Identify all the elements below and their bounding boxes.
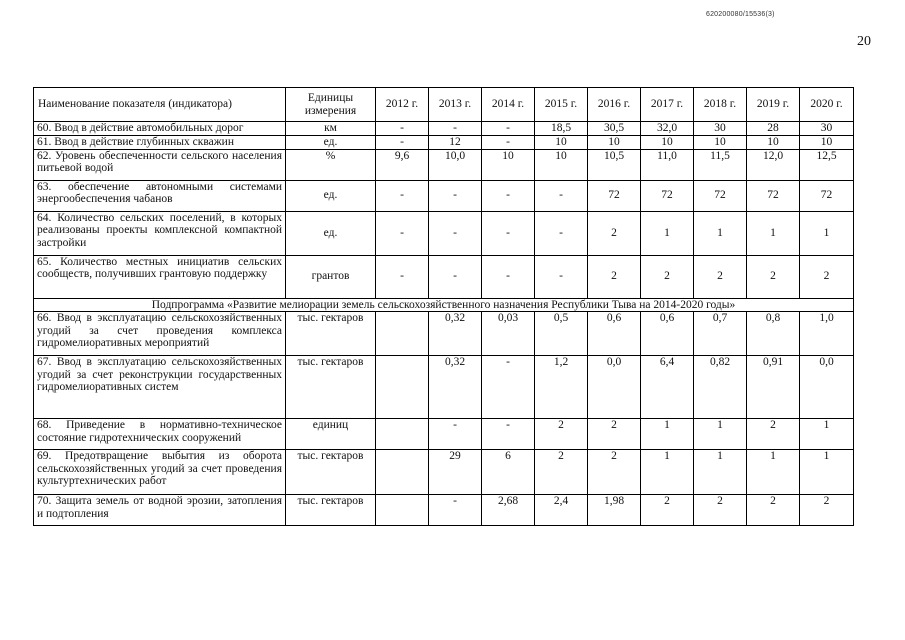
value-cell: 30,5 xyxy=(588,122,641,136)
value-cell: 2 xyxy=(800,495,854,526)
value-cell: - xyxy=(535,255,588,298)
value-cell: 6 xyxy=(482,450,535,495)
value-cell: 0,8 xyxy=(747,312,800,356)
value-cell: 32,0 xyxy=(641,122,694,136)
value-cell: - xyxy=(429,419,482,450)
value-cell: 2 xyxy=(747,419,800,450)
column-header: 2013 г. xyxy=(429,88,482,122)
value-cell: 30 xyxy=(800,122,854,136)
value-cell: - xyxy=(482,122,535,136)
value-cell: 10 xyxy=(800,136,854,150)
unit-cell: тыс. гектаров xyxy=(286,450,376,495)
indicator-name: 60. Ввод в действие автомобильных дорог xyxy=(34,122,286,136)
value-cell: - xyxy=(482,136,535,150)
value-cell: 0,6 xyxy=(641,312,694,356)
column-header: 2020 г. xyxy=(800,88,854,122)
unit-cell: ед. xyxy=(286,180,376,211)
value-cell: 2 xyxy=(694,255,747,298)
column-header: 2016 г. xyxy=(588,88,641,122)
value-cell xyxy=(376,450,429,495)
value-cell: 72 xyxy=(694,180,747,211)
unit-cell: км xyxy=(286,122,376,136)
subprogram-row xyxy=(34,298,854,312)
table-row xyxy=(34,255,854,298)
table-row xyxy=(34,149,854,180)
value-cell: 10 xyxy=(535,136,588,150)
value-cell: 72 xyxy=(747,180,800,211)
value-cell: 0,03 xyxy=(482,312,535,356)
value-cell: 2 xyxy=(694,495,747,526)
value-cell: 12 xyxy=(429,136,482,150)
table-row xyxy=(34,211,854,255)
value-cell: 1,98 xyxy=(588,495,641,526)
unit-cell: ед. xyxy=(286,136,376,150)
value-cell: - xyxy=(429,495,482,526)
indicator-name: 66. Ввод в эксплуатацию сельскохозяйственных угодий за счет проведения комплекса гидромелиоративных мероприятий xyxy=(34,312,286,356)
value-cell: 9,6 xyxy=(376,149,429,180)
table-header-row xyxy=(34,88,854,122)
indicator-name: 61. Ввод в действие глубинных скважин xyxy=(34,136,286,150)
value-cell: 2 xyxy=(747,495,800,526)
value-cell: 2 xyxy=(588,255,641,298)
table-row xyxy=(34,180,854,211)
value-cell: 12,0 xyxy=(747,149,800,180)
document-code: 620200080/15536(3) xyxy=(706,11,775,18)
value-cell: 1 xyxy=(800,450,854,495)
value-cell: - xyxy=(376,255,429,298)
column-header: 2015 г. xyxy=(535,88,588,122)
unit-cell: тыс. гектаров xyxy=(286,312,376,356)
value-cell xyxy=(376,312,429,356)
value-cell: 0,91 xyxy=(747,356,800,419)
page-number: 20 xyxy=(857,34,871,49)
value-cell: 0,6 xyxy=(588,312,641,356)
value-cell: 30 xyxy=(694,122,747,136)
value-cell: 10 xyxy=(482,149,535,180)
value-cell: - xyxy=(429,122,482,136)
indicator-name: 67. Ввод в эксплуатацию сельскохозяйственных угодий за счет реконструкции государственных гидромелиоративных систем xyxy=(34,356,286,419)
value-cell: - xyxy=(482,211,535,255)
value-cell: - xyxy=(535,211,588,255)
value-cell: 0,32 xyxy=(429,312,482,356)
indicator-name: 65. Количество местных инициатив сельских сообществ, получивших грантовую поддержку xyxy=(34,255,286,298)
value-cell: 1,2 xyxy=(535,356,588,419)
value-cell: 72 xyxy=(588,180,641,211)
value-cell: 2 xyxy=(588,450,641,495)
column-header: Наименование показателя (индикатора) xyxy=(34,88,286,122)
value-cell: 0,0 xyxy=(800,356,854,419)
column-header: Единицы измерения xyxy=(286,88,376,122)
value-cell: 10 xyxy=(747,136,800,150)
value-cell: 10 xyxy=(588,136,641,150)
unit-cell: единиц xyxy=(286,419,376,450)
value-cell: 1 xyxy=(694,211,747,255)
indicators-table xyxy=(33,87,854,526)
value-cell: 10 xyxy=(641,136,694,150)
indicator-name: 62. Уровень обеспеченности сельского населения питьевой водой xyxy=(34,149,286,180)
indicator-name: 64. Количество сельских поселений, в которых реализованы проекты комплексной компактной застройки xyxy=(34,211,286,255)
value-cell: - xyxy=(376,136,429,150)
value-cell: 1 xyxy=(641,211,694,255)
value-cell: 2 xyxy=(588,211,641,255)
value-cell: 2 xyxy=(641,255,694,298)
value-cell: 2 xyxy=(588,419,641,450)
table-row xyxy=(34,136,854,150)
column-header: 2012 г. xyxy=(376,88,429,122)
value-cell: 6,4 xyxy=(641,356,694,419)
value-cell: 2,4 xyxy=(535,495,588,526)
value-cell: 1,0 xyxy=(800,312,854,356)
value-cell xyxy=(376,356,429,419)
value-cell: 2 xyxy=(800,255,854,298)
table-row xyxy=(34,122,854,136)
value-cell xyxy=(376,419,429,450)
value-cell: 28 xyxy=(747,122,800,136)
value-cell: 72 xyxy=(641,180,694,211)
subprogram-title: Подпрограмма «Развитие мелиорации земель сельскохозяйственного назначения Республики Тыва на 2014-2020 годы» xyxy=(34,298,854,312)
value-cell: - xyxy=(482,180,535,211)
value-cell: 11,0 xyxy=(641,149,694,180)
table-row xyxy=(34,312,854,356)
value-cell: - xyxy=(429,255,482,298)
value-cell: 2 xyxy=(747,255,800,298)
value-cell: - xyxy=(429,211,482,255)
value-cell: 11,5 xyxy=(694,149,747,180)
value-cell: 1 xyxy=(641,419,694,450)
indicator-name: 68. Приведение в нормативно-техническое состояние гидротехнических сооружений xyxy=(34,419,286,450)
value-cell: 29 xyxy=(429,450,482,495)
value-cell: 0,0 xyxy=(588,356,641,419)
value-cell: 1 xyxy=(694,450,747,495)
indicator-name: 63. обеспечение автономными системами энергообеспечения чабанов xyxy=(34,180,286,211)
value-cell: 1 xyxy=(747,211,800,255)
value-cell: - xyxy=(482,356,535,419)
value-cell: 10 xyxy=(535,149,588,180)
value-cell: 1 xyxy=(747,450,800,495)
value-cell: - xyxy=(429,180,482,211)
unit-cell: грантов xyxy=(286,255,376,298)
column-header: 2014 г. xyxy=(482,88,535,122)
value-cell: - xyxy=(535,180,588,211)
value-cell: - xyxy=(376,122,429,136)
value-cell: 10 xyxy=(694,136,747,150)
value-cell: 1 xyxy=(641,450,694,495)
value-cell xyxy=(376,495,429,526)
table-row xyxy=(34,419,854,450)
value-cell: 0,7 xyxy=(694,312,747,356)
column-header: 2017 г. xyxy=(641,88,694,122)
value-cell: 2 xyxy=(641,495,694,526)
value-cell: 2 xyxy=(535,419,588,450)
value-cell: 0,5 xyxy=(535,312,588,356)
value-cell: 0,32 xyxy=(429,356,482,419)
value-cell: 2 xyxy=(535,450,588,495)
column-header: 2018 г. xyxy=(694,88,747,122)
value-cell: - xyxy=(376,180,429,211)
table-row xyxy=(34,495,854,526)
column-header: 2019 г. xyxy=(747,88,800,122)
indicator-name: 69. Предотвращение выбытия из оборота сельскохозяйственных угодий за счет проведения культуртехнических работ xyxy=(34,450,286,495)
value-cell: 1 xyxy=(694,419,747,450)
value-cell: 2,68 xyxy=(482,495,535,526)
value-cell: 1 xyxy=(800,419,854,450)
unit-cell: тыс. гектаров xyxy=(286,495,376,526)
value-cell: - xyxy=(482,419,535,450)
value-cell: 18,5 xyxy=(535,122,588,136)
value-cell: - xyxy=(376,211,429,255)
table-row xyxy=(34,450,854,495)
unit-cell: ед. xyxy=(286,211,376,255)
unit-cell: % xyxy=(286,149,376,180)
table-row xyxy=(34,356,854,419)
value-cell: 72 xyxy=(800,180,854,211)
value-cell: 0,82 xyxy=(694,356,747,419)
value-cell: 1 xyxy=(800,211,854,255)
indicator-name: 70. Защита земель от водной эрозии, затопления и подтопления xyxy=(34,495,286,526)
value-cell: 10,0 xyxy=(429,149,482,180)
value-cell: - xyxy=(482,255,535,298)
value-cell: 10,5 xyxy=(588,149,641,180)
value-cell: 12,5 xyxy=(800,149,854,180)
unit-cell: тыс. гектаров xyxy=(286,356,376,419)
